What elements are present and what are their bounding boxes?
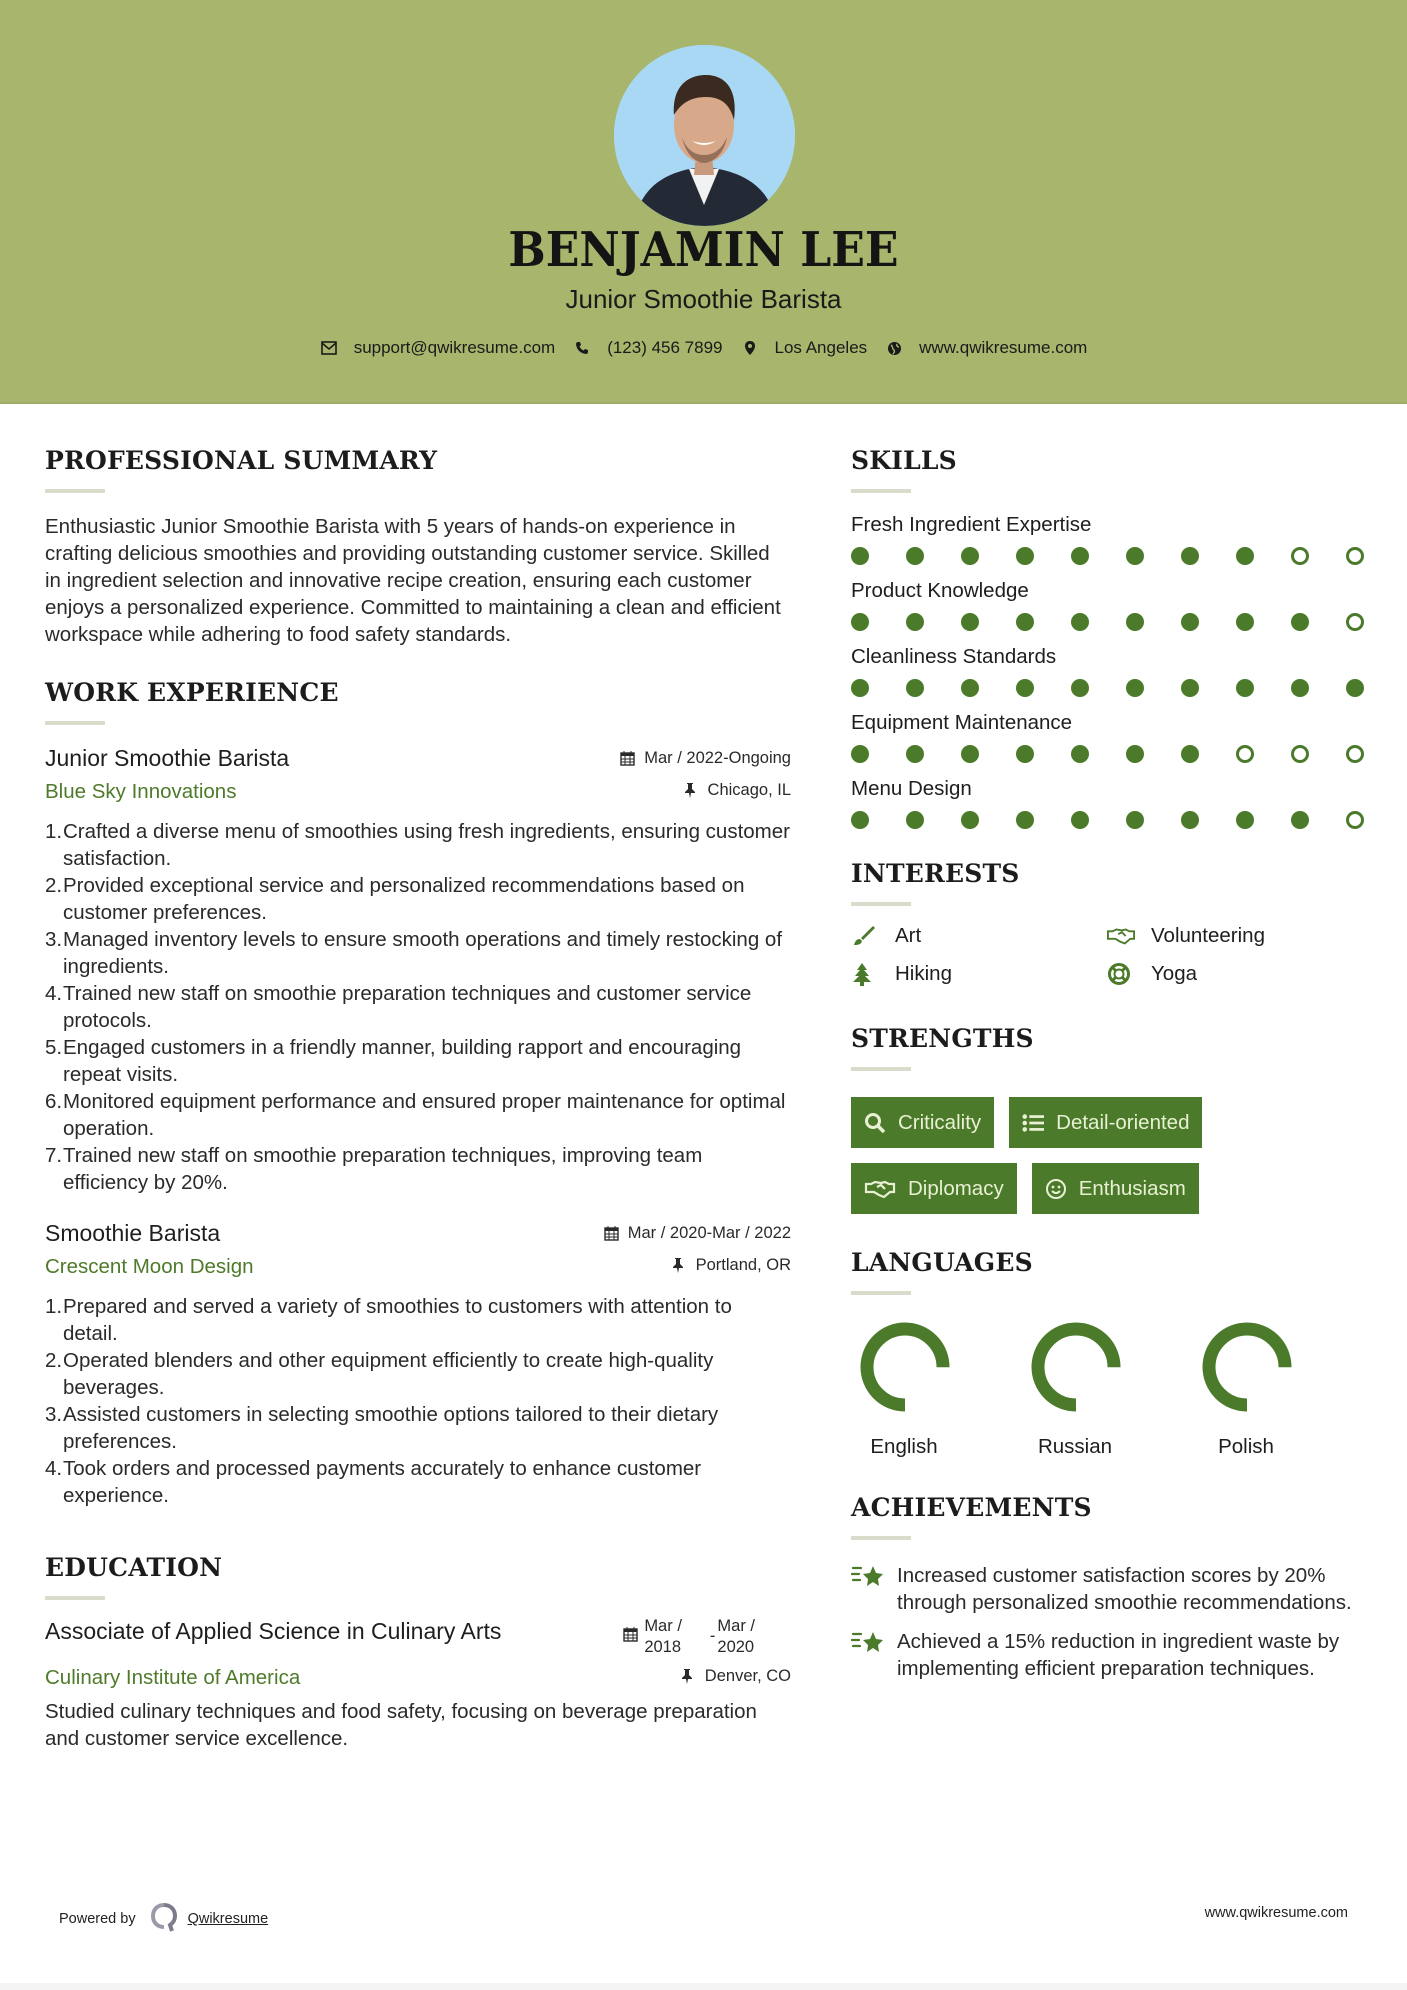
achievement-item: Increased customer satisfaction scores by 20% through personalized smoothie recommendations. (851, 1562, 1371, 1616)
achievements-heading: ACHIEVEMENTS (851, 1493, 1092, 1522)
heading-underline (851, 902, 911, 906)
bullet-item: 3. Assisted customers in selecting smoothie options tailored to their dietary preferences. (45, 1403, 719, 1453)
bullet-item: 2. Provided exceptional service and personalized recommendations based on customer preferences. (45, 874, 745, 924)
list-icon (1022, 1112, 1044, 1134)
avatar (614, 45, 795, 226)
empty-dot-icon (1236, 745, 1254, 763)
filled-dot-icon (961, 745, 979, 763)
interest-item: Volunteering (1107, 924, 1357, 948)
interests-list (851, 924, 1371, 986)
filled-dot-icon (1236, 613, 1254, 631)
skill-rating (851, 547, 1371, 565)
map-pin-icon (741, 339, 759, 357)
contact-location (741, 338, 868, 358)
filled-dot-icon (1016, 613, 1034, 631)
interests-heading: INTERESTS (851, 859, 1020, 888)
filled-dot-icon (1236, 679, 1254, 697)
skills-section (851, 446, 1371, 829)
degree-title: Associate of Applied Science in Culinary Arts (45, 1618, 502, 1644)
page-bottom-edge (0, 1983, 1407, 1990)
filled-dot-icon (1181, 613, 1199, 631)
skill-name: Fresh Ingredient Expertise (851, 513, 1092, 536)
bullet-item: 1. Prepared and served a variety of smoothies to customers with attention to detail. (45, 1295, 732, 1345)
language-name: Polish (1218, 1435, 1274, 1458)
contact-email[interactable] (320, 338, 556, 358)
empty-dot-icon (1346, 811, 1364, 829)
empty-dot-icon (1291, 547, 1309, 565)
language-progress-ring-icon (859, 1321, 951, 1413)
envelope-icon (320, 339, 338, 357)
filled-dot-icon (1236, 811, 1254, 829)
filled-dot-icon (1126, 745, 1144, 763)
filled-dot-icon (1071, 679, 1089, 697)
job-entry (45, 1220, 791, 1509)
language-item (1193, 1321, 1364, 1459)
language-name: Russian (1037, 1435, 1113, 1458)
heading-underline (851, 489, 911, 493)
filled-dot-icon (1346, 679, 1364, 697)
skill-item (851, 777, 1371, 829)
filled-dot-icon (906, 811, 924, 829)
languages-list (851, 1321, 1371, 1459)
skill-rating (851, 613, 1371, 631)
job-date: Mar / 2022-Ongoing (620, 749, 791, 768)
calendar-icon (620, 750, 636, 766)
filled-dot-icon (851, 547, 869, 565)
skill-rating (851, 811, 1371, 829)
languages-section (851, 1248, 1371, 1459)
resume-header (0, 0, 1407, 404)
bullet-item: 3. Managed inventory levels to ensure smooth operations and timely restocking of ingredients. (45, 928, 783, 978)
company-name: Crescent Moon Design (45, 1255, 254, 1278)
skill-item (851, 711, 1371, 763)
candidate-title: Junior Smoothie Barista (565, 284, 842, 314)
bullet-item: 5. Engaged customers in a friendly manner, building rapport and encouraging repeat visits. (45, 1036, 742, 1086)
job-location: Portland, OR (672, 1256, 791, 1275)
filled-dot-icon (1181, 745, 1199, 763)
filled-dot-icon (851, 811, 869, 829)
globe-icon (885, 339, 903, 357)
tree-icon (851, 962, 879, 986)
education-heading: EDUCATION (45, 1553, 223, 1582)
empty-dot-icon (1346, 745, 1364, 763)
empty-dot-icon (1346, 613, 1364, 631)
filled-dot-icon (1126, 811, 1144, 829)
person-photo-icon (614, 45, 795, 226)
strengths-heading: STRENGTHS (851, 1024, 1034, 1053)
education-description: Studied culinary techniques and food safety, focusing on beverage preparation and customer service excellence. (45, 1700, 757, 1750)
filled-dot-icon (851, 613, 869, 631)
website-text: www.qwikresume.com (919, 338, 1088, 357)
bullet-item: 1. Crafted a diverse menu of smoothies using fresh ingredients, ensuring customer satisfaction. (45, 820, 790, 870)
job-title: Smoothie Barista (45, 1220, 221, 1246)
filled-dot-icon (851, 679, 869, 697)
footer-website-link[interactable]: www.qwikresume.com (1204, 1905, 1348, 1921)
location-text: Los Angeles (774, 338, 868, 357)
filled-dot-icon (1181, 811, 1199, 829)
filled-dot-icon (1291, 811, 1309, 829)
strength-chip: Criticality (851, 1097, 994, 1148)
footer-powered-by (59, 1902, 268, 1936)
skill-name: Cleanliness Standards (851, 645, 1057, 668)
filled-dot-icon (1071, 613, 1089, 631)
strengths-section (851, 1024, 1371, 1214)
summary-section (45, 446, 791, 648)
filled-dot-icon (1071, 745, 1089, 763)
filled-dot-icon (906, 613, 924, 631)
job-date: Mar / 2020-Mar / 2022 (604, 1224, 791, 1243)
job-location: Chicago, IL (684, 781, 791, 800)
language-item (1022, 1321, 1193, 1459)
empty-dot-icon (1291, 745, 1309, 763)
achievements-list (851, 1562, 1371, 1682)
pushpin-icon (672, 1257, 688, 1273)
qwikresume-logo-icon (150, 1902, 178, 1936)
skill-name: Product Knowledge (851, 579, 1029, 602)
contact-bar (0, 338, 1407, 358)
filled-dot-icon (1016, 745, 1034, 763)
achievement-item: Achieved a 15% reduction in ingredient waste by implementing efficient preparation techniques. (851, 1628, 1371, 1682)
filled-dot-icon (906, 547, 924, 565)
filled-dot-icon (961, 613, 979, 631)
filled-dot-icon (1236, 547, 1254, 565)
qwikresume-link[interactable]: Qwikresume (187, 1911, 269, 1927)
skill-item (851, 579, 1371, 631)
skill-name: Menu Design (851, 777, 972, 800)
filled-dot-icon (1071, 547, 1089, 565)
phone-text: (123) 456 7899 (607, 338, 723, 357)
bullet-item: 4. Took orders and processed payments accurately to enhance customer experience. (45, 1457, 702, 1507)
strengths-list (851, 1097, 1371, 1214)
skill-rating (851, 745, 1371, 763)
empty-dot-icon (1346, 547, 1364, 565)
filled-dot-icon (961, 679, 979, 697)
skills-heading: SKILLS (851, 446, 957, 475)
paintbrush-icon (851, 924, 879, 948)
right-column (851, 446, 1371, 1682)
heading-underline (851, 1067, 911, 1071)
languages-heading: LANGUAGES (851, 1248, 1033, 1277)
shooting-star-icon (851, 1628, 885, 1656)
filled-dot-icon (1181, 547, 1199, 565)
interest-item: Yoga (1107, 962, 1357, 986)
education-section (45, 1553, 791, 1752)
handshake-icon (864, 1178, 896, 1200)
pushpin-icon (684, 782, 700, 798)
strength-chip: Detail-oriented (1009, 1097, 1202, 1148)
language-item (851, 1321, 1022, 1459)
email-text: support@qwikresume.com (353, 338, 556, 357)
skill-item (851, 513, 1371, 565)
skills-list (851, 513, 1371, 829)
bullet-item: 4. Trained new staff on smoothie preparation techniques and customer service protocols. (45, 982, 752, 1032)
filled-dot-icon (906, 679, 924, 697)
language-name: English (870, 1435, 938, 1458)
contact-website[interactable] (885, 338, 1087, 358)
bullet-item: 2. Operated blenders and other equipment efficiently to create high-quality beverages. (45, 1349, 714, 1399)
company-name: Blue Sky Innovations (45, 780, 237, 803)
experience-section (45, 678, 791, 1509)
interest-item: Art (851, 924, 1107, 948)
bullet-item: 7. Trained new staff on smoothie preparation techniques, improving team efficiency by 20%. (45, 1144, 703, 1194)
job-title: Junior Smoothie Barista (45, 745, 290, 771)
job-bullets (45, 818, 791, 1196)
filled-dot-icon (906, 745, 924, 763)
heading-underline (851, 1291, 911, 1295)
left-column (45, 446, 791, 1752)
filled-dot-icon (1016, 679, 1034, 697)
filled-dot-icon (1016, 811, 1034, 829)
interests-section (851, 859, 1371, 986)
filled-dot-icon (851, 745, 869, 763)
pushpin-icon (681, 1668, 697, 1684)
smile-icon (1045, 1178, 1067, 1200)
strength-chip: Enthusiasm (1032, 1163, 1199, 1214)
education-location: Denver, CO (681, 1667, 791, 1686)
summary-heading: PROFESSIONAL SUMMARY (45, 446, 438, 475)
calendar-icon (604, 1225, 620, 1241)
experience-heading: WORK EXPERIENCE (45, 678, 339, 707)
skill-name: Equipment Maintenance (851, 711, 1073, 734)
filled-dot-icon (1016, 547, 1034, 565)
skill-item (851, 645, 1371, 697)
language-progress-ring-icon (1030, 1321, 1122, 1413)
job-bullets (45, 1293, 791, 1509)
job-entry (45, 745, 791, 1196)
candidate-name: BENJAMIN LEE (508, 222, 899, 278)
search-icon (864, 1112, 886, 1134)
summary-text: Enthusiastic Junior Smoothie Barista with 5 years of hands-on experience in crafting delicious smoothies and providing outstanding customer service. Skilled in ingredient selection and innovative recipe creation, ensuring each customer enjoys a personalized experience. Committed to maintaining a clean and efficient workspace while adhering to food safety standards. (45, 515, 781, 646)
filled-dot-icon (1181, 679, 1199, 697)
heading-underline (45, 721, 105, 725)
strength-chip: Diplomacy (851, 1163, 1017, 1214)
filled-dot-icon (961, 811, 979, 829)
heading-underline (45, 1596, 105, 1600)
powered-by-label: Powered by (59, 1911, 136, 1927)
contact-phone[interactable] (573, 338, 722, 358)
bullet-item: 6. Monitored equipment performance and ensured proper maintenance for optimal operation. (45, 1090, 786, 1140)
lifering-icon (1107, 962, 1135, 986)
phone-icon (573, 339, 591, 357)
achievements-section (851, 1493, 1371, 1682)
handshake-icon (1107, 924, 1135, 948)
school-name: Culinary Institute of America (45, 1666, 301, 1689)
filled-dot-icon (961, 547, 979, 565)
filled-dot-icon (1126, 613, 1144, 631)
language-progress-ring-icon (1201, 1321, 1293, 1413)
calendar-icon (623, 1626, 638, 1642)
filled-dot-icon (1126, 679, 1144, 697)
filled-dot-icon (1126, 547, 1144, 565)
filled-dot-icon (1291, 613, 1309, 631)
heading-underline (45, 489, 105, 493)
skill-rating (851, 679, 1371, 697)
heading-underline (851, 1536, 911, 1540)
filled-dot-icon (1291, 679, 1309, 697)
interest-item: Hiking (851, 962, 1107, 986)
education-date: Mar / 2018 - Mar / 2020 (623, 1616, 755, 1658)
shooting-star-icon (851, 1562, 885, 1590)
filled-dot-icon (1071, 811, 1089, 829)
